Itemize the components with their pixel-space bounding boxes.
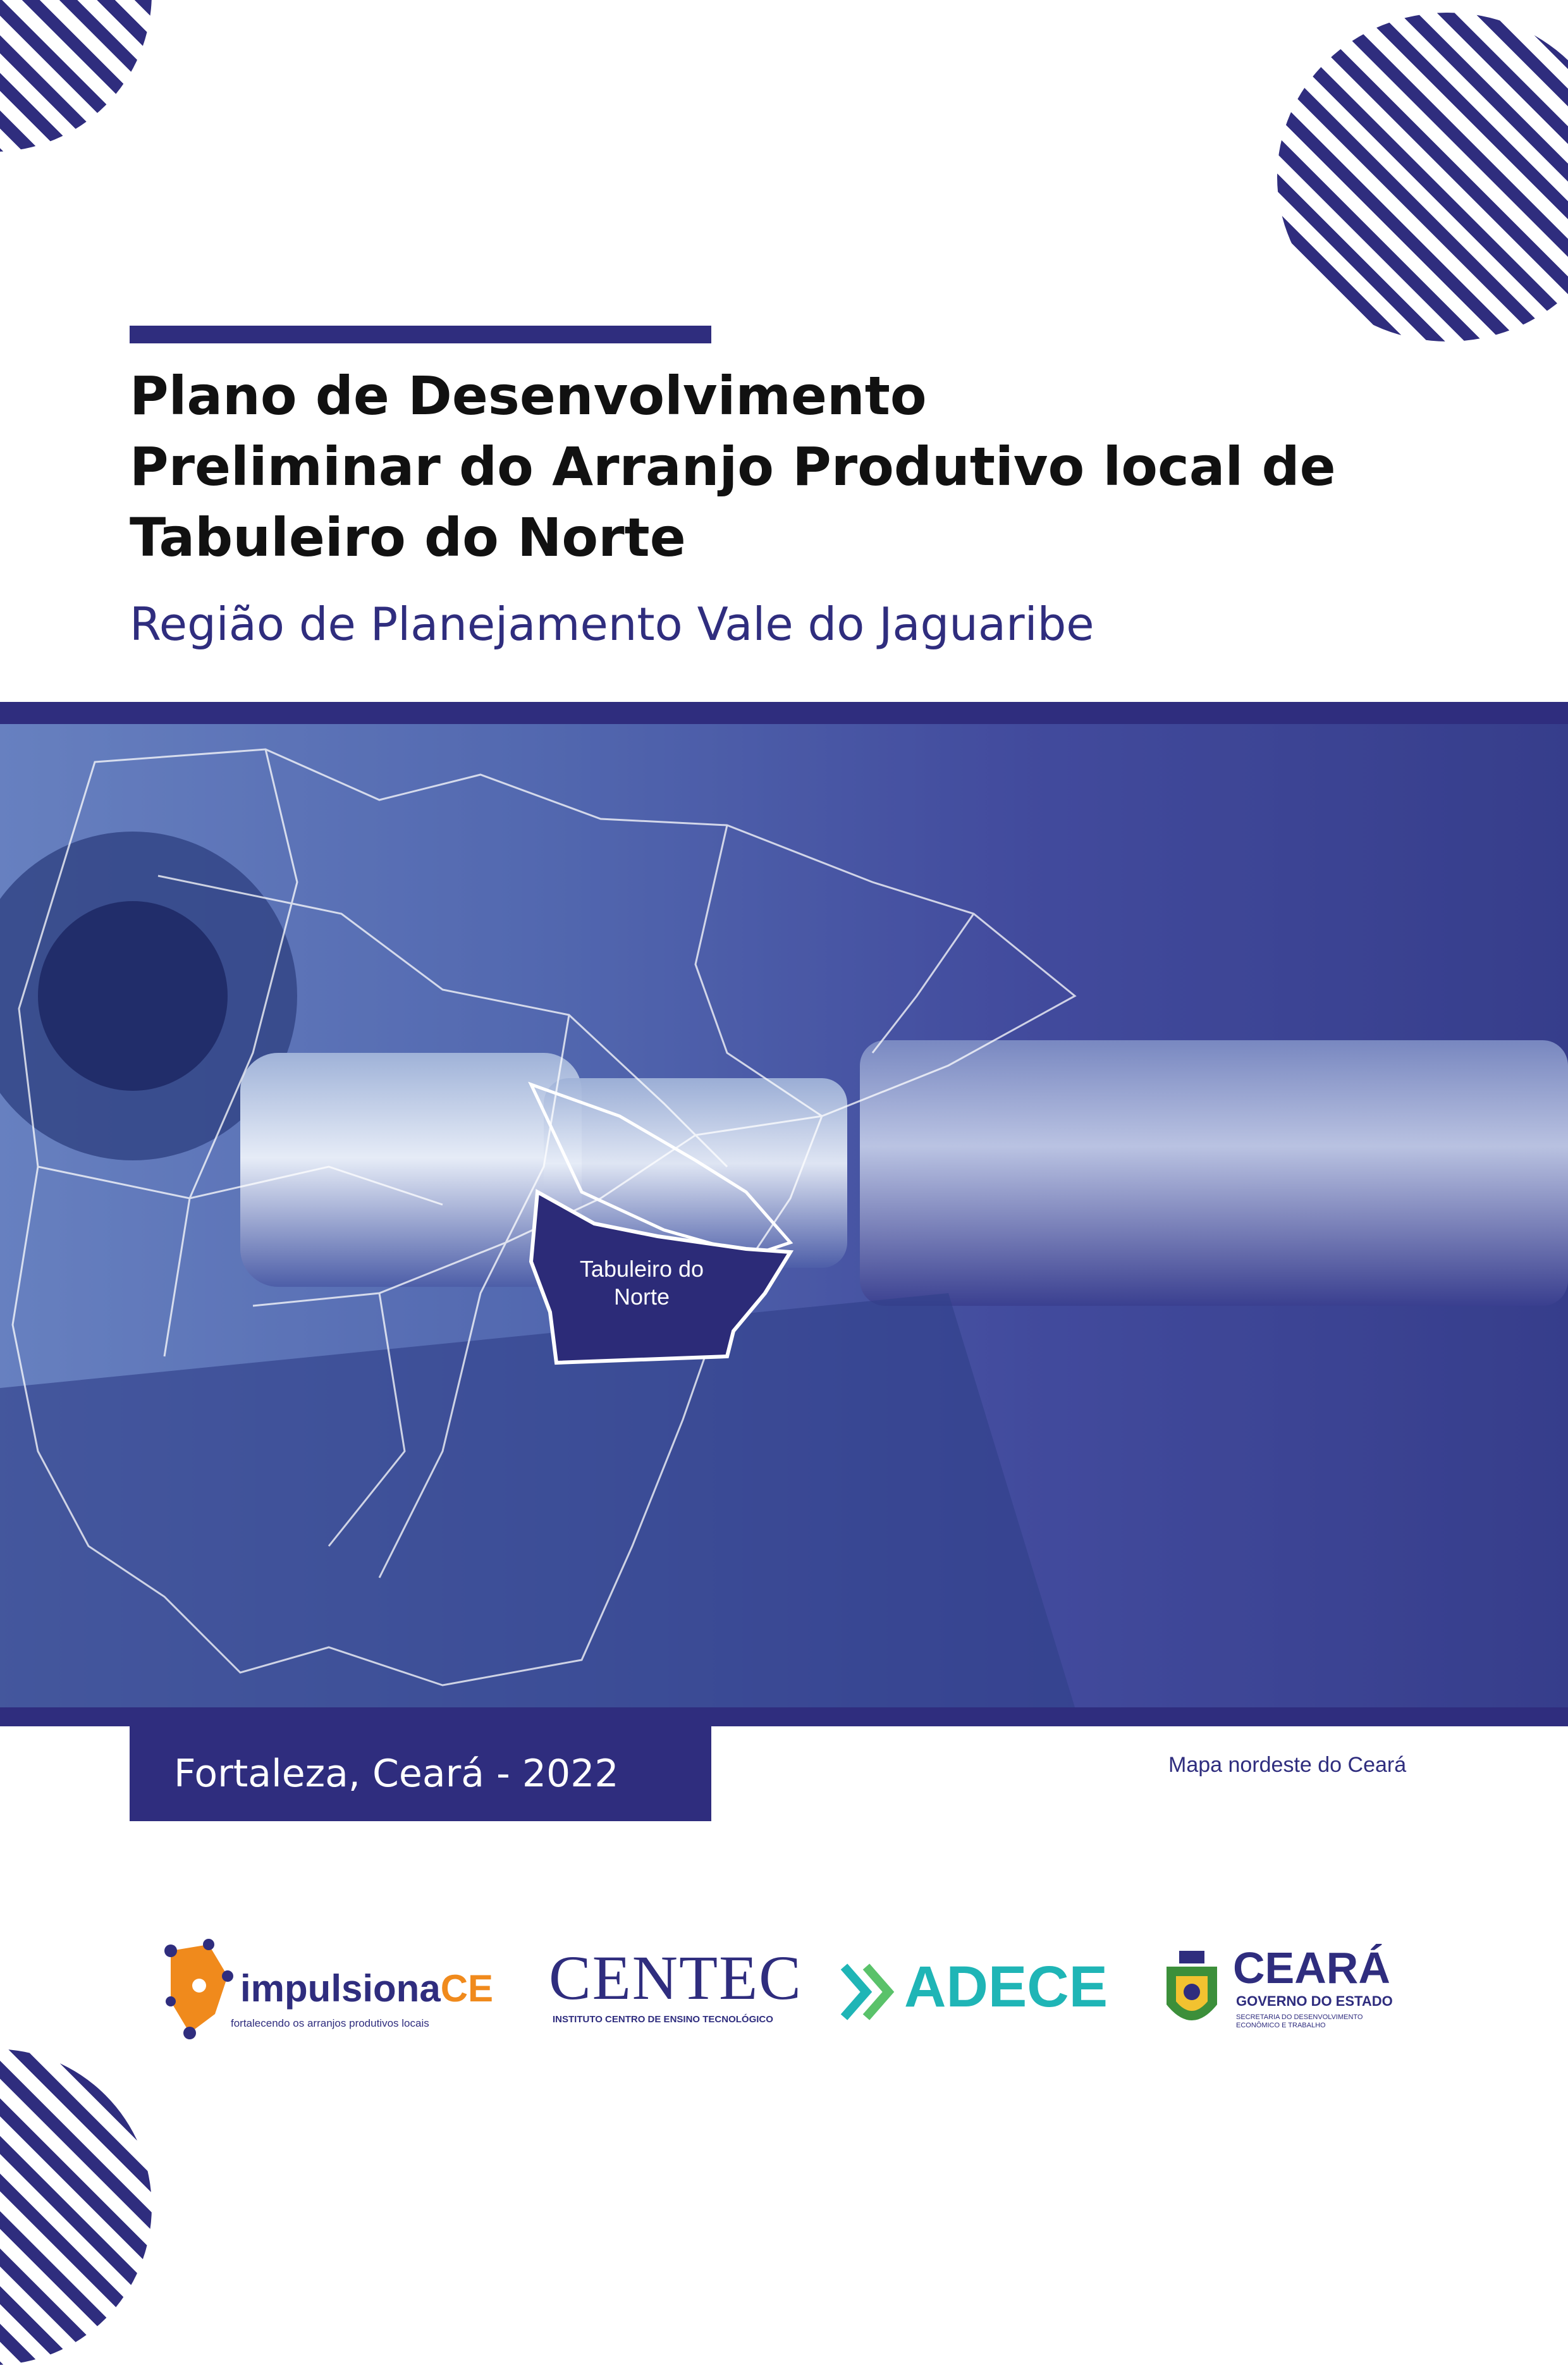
network-icon: [164, 1938, 234, 2046]
title-line-2: Preliminar do Arranjo Produtivo local de: [130, 436, 1336, 498]
map-region-label: Tabuleiro do Norte: [579, 1256, 704, 1310]
ceara-government-logo: [1160, 1943, 1426, 2042]
state-coat-of-arms-icon: [1160, 1948, 1223, 2036]
document-title: [130, 360, 1457, 573]
impulsiona-wordmark: impulsiona: [240, 1967, 441, 2010]
ceara-government-label: GOVERNO DO ESTADO: [1236, 1993, 1393, 2009]
title-line-1: Plano de Desenvolvimento: [130, 365, 927, 427]
title-accent-bar: [130, 326, 711, 343]
ceara-wordmark: CEARÁ: [1233, 1943, 1390, 1993]
ceara-secretariat-label: SECRETARIA DO DESENVOLVIMENTO ECONÔMICO E TRABALHO: [1236, 2013, 1363, 2029]
impulsiona-ce-logo: [164, 1935, 506, 2049]
hero-top-band: [0, 702, 1568, 724]
map-caption: Mapa nordeste do Ceará: [1168, 1753, 1407, 1777]
hero-bottom-band: [0, 1707, 1568, 1726]
chevron-arrows-icon: [838, 1957, 901, 2027]
adece-wordmark: ADECE: [904, 1955, 1108, 2019]
decorative-stripes-bottom-left: [0, 2049, 152, 2365]
decorative-stripes-top-right: [1277, 13, 1568, 341]
lathe-and-map-illustration: [0, 724, 1568, 1707]
title-line-3: Tabuleiro do Norte: [130, 507, 686, 568]
centec-wordmark: CENTEC: [549, 1943, 802, 2013]
adece-logo: [838, 1954, 1110, 2036]
hero-image: [0, 724, 1568, 1707]
impulsiona-ce-accent: CE: [440, 1967, 494, 2010]
centec-logo: [544, 1941, 809, 2036]
decorative-stripes-top-left: [0, 0, 152, 152]
lathe-workpiece: [860, 1040, 1568, 1306]
impulsiona-tagline: fortalecendo os arranjos produtivos locais: [231, 2017, 429, 2029]
place-date-box: Fortaleza, Ceará - 2022: [130, 1726, 711, 1821]
document-subtitle: Região de Planejamento Vale do Jaguaribe: [130, 598, 1094, 651]
centec-subtitle: INSTITUTO CENTRO DE ENSINO TECNOLÓGICO: [553, 2014, 773, 2025]
